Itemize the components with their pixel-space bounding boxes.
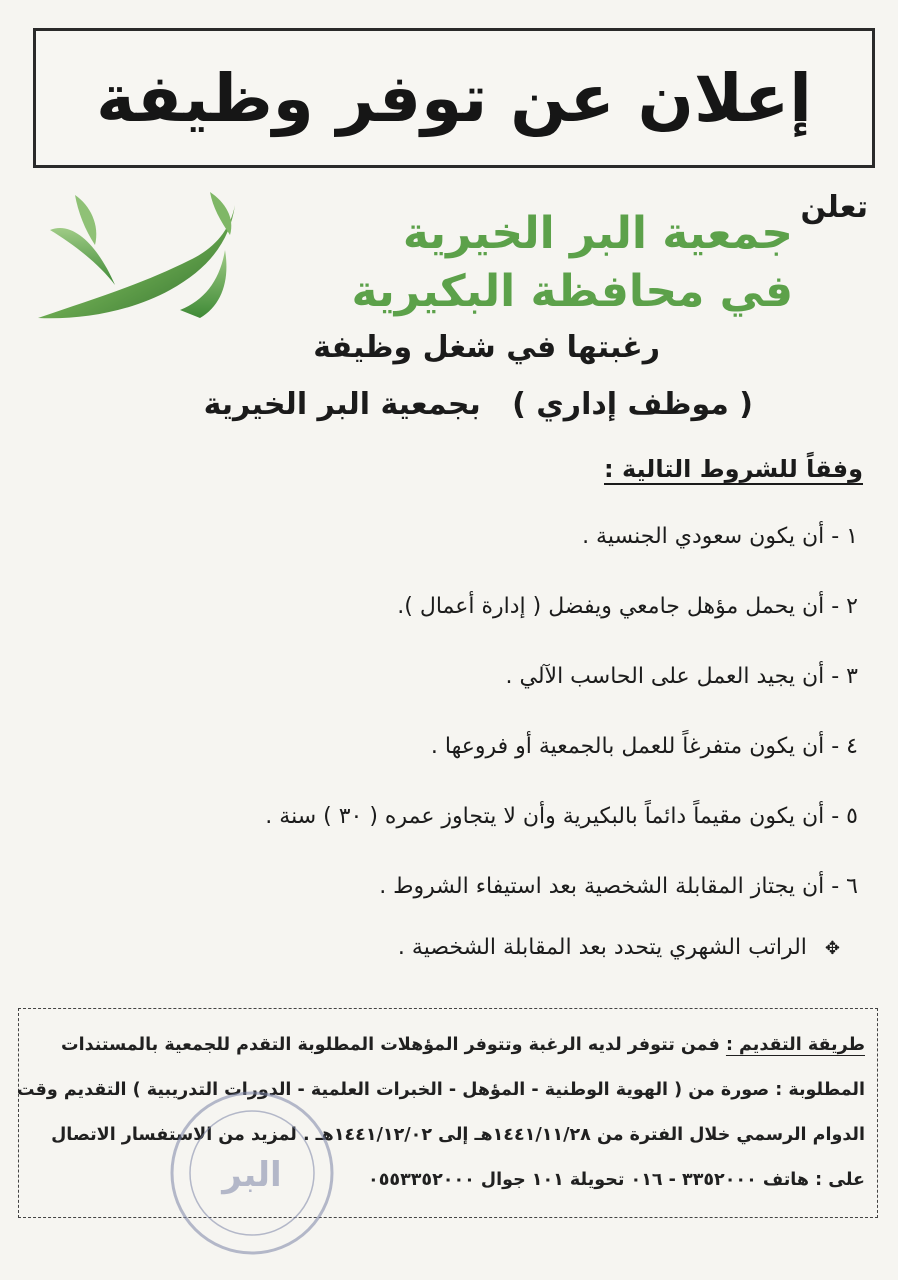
application-line-1-text: فمن تتوفر لديه الرغبة وتتوفر المؤهلات المطلوبة التقدم للجمعية بالمستندات [61, 1035, 726, 1055]
announce-verb: تعلن [800, 190, 868, 225]
job-position-text: ( موظف إداري ) بجمعية البر الخيرية [203, 387, 753, 422]
stamp-center-text: البر [222, 1155, 282, 1195]
application-line-3: الدوام الرسمي خلال الفترة من ١٤٤١/١١/٢٨هـ إلى ١٤٤١/١٢/٠٢هـ . لمزيد من الاستفسار الاتصال [51, 1125, 865, 1145]
title-box [33, 28, 875, 168]
condition-item: ٢ - أن يحمل مؤهل جامعي ويفضل ( إدارة أعمال ). [397, 594, 858, 619]
salary-note [398, 935, 840, 960]
bullet-icon: ✥ [824, 938, 840, 959]
condition-item: ١ - أن يكون سعودي الجنسية . [582, 524, 858, 549]
application-label: طريقة التقديم : [725, 1035, 865, 1055]
condition-item: ٦ - أن يجتاز المقابلة الشخصية بعد استيفاء الشروط . [379, 874, 858, 899]
org-line-1: جمعية البر الخيرية [402, 208, 793, 259]
job-desire-text: رغبتها في شغل وظيفة [313, 330, 660, 365]
condition-item: ٣ - أن يجيد العمل على الحاسب الآلي . [505, 664, 858, 689]
application-line-1 [31, 1023, 865, 1068]
application-box [18, 1008, 878, 1218]
condition-item: ٥ - أن يكون مقيماً دائماً بالبكيرية وأن لا يتجاوز عمره ( ٣٠ ) سنة . [265, 804, 858, 829]
application-line-2: المطلوبة : صورة من ( الهوية الوطنية - المؤهل - الخبرات العلمية - الدورات التدريبية ) التقديم وقت [16, 1080, 865, 1100]
org-line-2: في محافظة البكيرية [351, 266, 793, 317]
salary-note-text: الراتب الشهري يتحدد بعد المقابلة الشخصية . [397, 935, 807, 960]
conditions-heading: وفقاً للشروط التالية : [604, 455, 863, 483]
application-line-4: على : هاتف ٣٣٥٢٠٠٠ - ٠١٦ تحويلة ١٠١ جوال ٠٥٥٣٣٥٢٠٠٠ [368, 1170, 865, 1190]
page-title: إعلان عن توفر وظيفة [96, 59, 812, 137]
logo-icon [30, 190, 245, 325]
stamp-icon [165, 1088, 340, 1258]
condition-item: ٤ - أن يكون متفرغاً للعمل بالجمعية أو فروعها . [430, 734, 858, 759]
conditions-list [98, 515, 858, 935]
organization-name [352, 205, 793, 321]
